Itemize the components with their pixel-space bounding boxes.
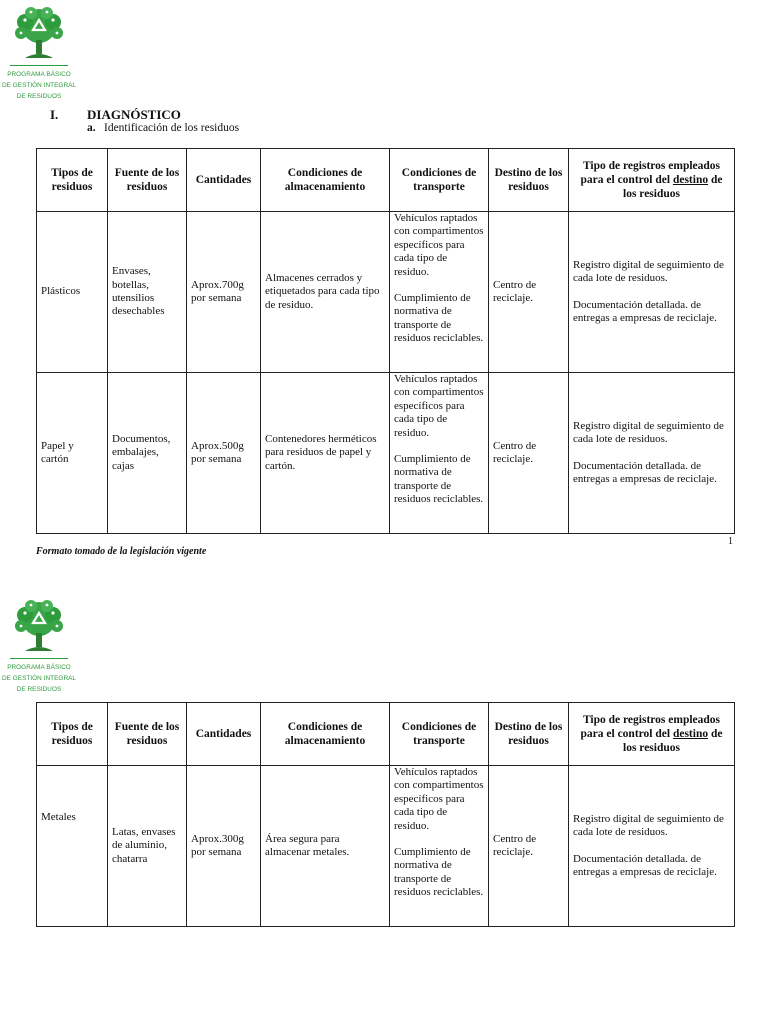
cell-transporte: Vehículos raptados con compartimentos específicos para cada tipo de residuo. Cumplimiento de normativa de transporte de residuos reciclables. — [390, 766, 489, 927]
cell-destino: Centro de reciclaje. — [489, 373, 569, 534]
subsection-title: Identificación de los residuos — [104, 122, 240, 134]
cell-tipo: Plásticos — [37, 212, 108, 373]
cell-fuente: Documentos, embalajes, cajas — [108, 373, 187, 534]
cell-registro: Registro digital de seguimiento de cada lote de residuos. Documentación detallada. de entregas a empresas de reciclaje. — [569, 766, 735, 927]
header-fuente: Fuente de los residuos — [108, 703, 187, 766]
cell-tipo: Metales — [37, 766, 108, 927]
header-destino: Destino de los residuos — [489, 149, 569, 212]
cell-fuente: Latas, envases de aluminio, chatarra — [108, 766, 187, 927]
header-cantidades: Cantidades — [187, 703, 261, 766]
cell-almacenamiento: Contenedores herméticos para residuos de papel y cartón. — [261, 373, 390, 534]
header-registros: Tipo de registros empleados para el control del destino de los residuos — [569, 703, 735, 766]
recycling-tree-icon — [11, 6, 67, 62]
header-almacenamiento: Condiciones de almacenamiento — [261, 703, 390, 766]
cell-transporte: Vehículos raptados con compartimentos específicos para cada tipo de residuo. Cumplimiento de normativa de transporte de residuos reciclables. — [390, 212, 489, 373]
table-header-row — [37, 149, 735, 212]
subsection-letter: a. — [87, 122, 96, 134]
subsection-heading — [87, 122, 239, 134]
section-heading — [50, 107, 181, 123]
footnote: Formato tomado de la legislación vigente — [36, 546, 207, 557]
header-tipos: Tipos de residuos — [37, 149, 108, 212]
table-row — [37, 212, 735, 373]
header-transporte: Condiciones de transporte — [390, 149, 489, 212]
header-tipos: Tipos de residuos — [37, 703, 108, 766]
table-header-row — [37, 703, 735, 766]
cell-cantidad: Aprox.300g por semana — [187, 766, 261, 927]
waste-table-page-1 — [36, 148, 735, 534]
cell-transporte: Vehículos raptados con compartimentos específicos para cada tipo de residuo. Cumplimiento de normativa de transporte de residuos reciclables. — [390, 373, 489, 534]
header-cantidades: Cantidades — [187, 149, 261, 212]
header-registros: Tipo de registros empleados para el control del destino de los residuos — [569, 149, 735, 212]
cell-almacenamiento: Almacenes cerrados y etiquetados para cada tipo de residuo. — [261, 212, 390, 373]
program-logo — [0, 599, 78, 695]
cell-registro: Registro digital de seguimiento de cada lote de residuos. Documentación detallada. de entregas a empresas de reciclaje. — [569, 212, 735, 373]
header-registros-underlined: destino — [672, 728, 709, 740]
cell-registro: Registro digital de seguimiento de cada lote de residuos. Documentación detallada. de entregas a empresas de reciclaje. — [569, 373, 735, 534]
cell-tipo: Papel y cartón — [37, 373, 108, 534]
program-logo — [0, 6, 78, 102]
section-number: I. — [50, 107, 59, 122]
page-number: 1 — [728, 536, 733, 547]
recycling-tree-icon — [11, 599, 67, 655]
header-destino: Destino de los residuos — [489, 703, 569, 766]
table-row — [37, 373, 735, 534]
waste-table-page-2 — [36, 702, 735, 927]
header-registros-underlined: destino — [672, 174, 709, 186]
logo-text: PROGRAMA BÁSICO DE GESTIÓN INTEGRAL DE RESIDUOS — [1, 71, 77, 100]
logo-text: PROGRAMA BÁSICO DE GESTIÓN INTEGRAL DE RESIDUOS — [1, 664, 77, 693]
cell-almacenamiento: Área segura para almacenar metales. — [261, 766, 390, 927]
table-row — [37, 766, 735, 927]
header-almacenamiento: Condiciones de almacenamiento — [261, 149, 390, 212]
cell-destino: Centro de reciclaje. — [489, 212, 569, 373]
cell-fuente: Envases, botellas, utensilios desechables — [108, 212, 187, 373]
header-fuente: Fuente de los residuos — [108, 149, 187, 212]
cell-cantidad: Aprox.700g por semana — [187, 212, 261, 373]
cell-cantidad: Aprox.500g por semana — [187, 373, 261, 534]
section-title: DIAGNÓSTICO — [87, 107, 181, 122]
cell-destino: Centro de reciclaje. — [489, 766, 569, 927]
header-transporte: Condiciones de transporte — [390, 703, 489, 766]
